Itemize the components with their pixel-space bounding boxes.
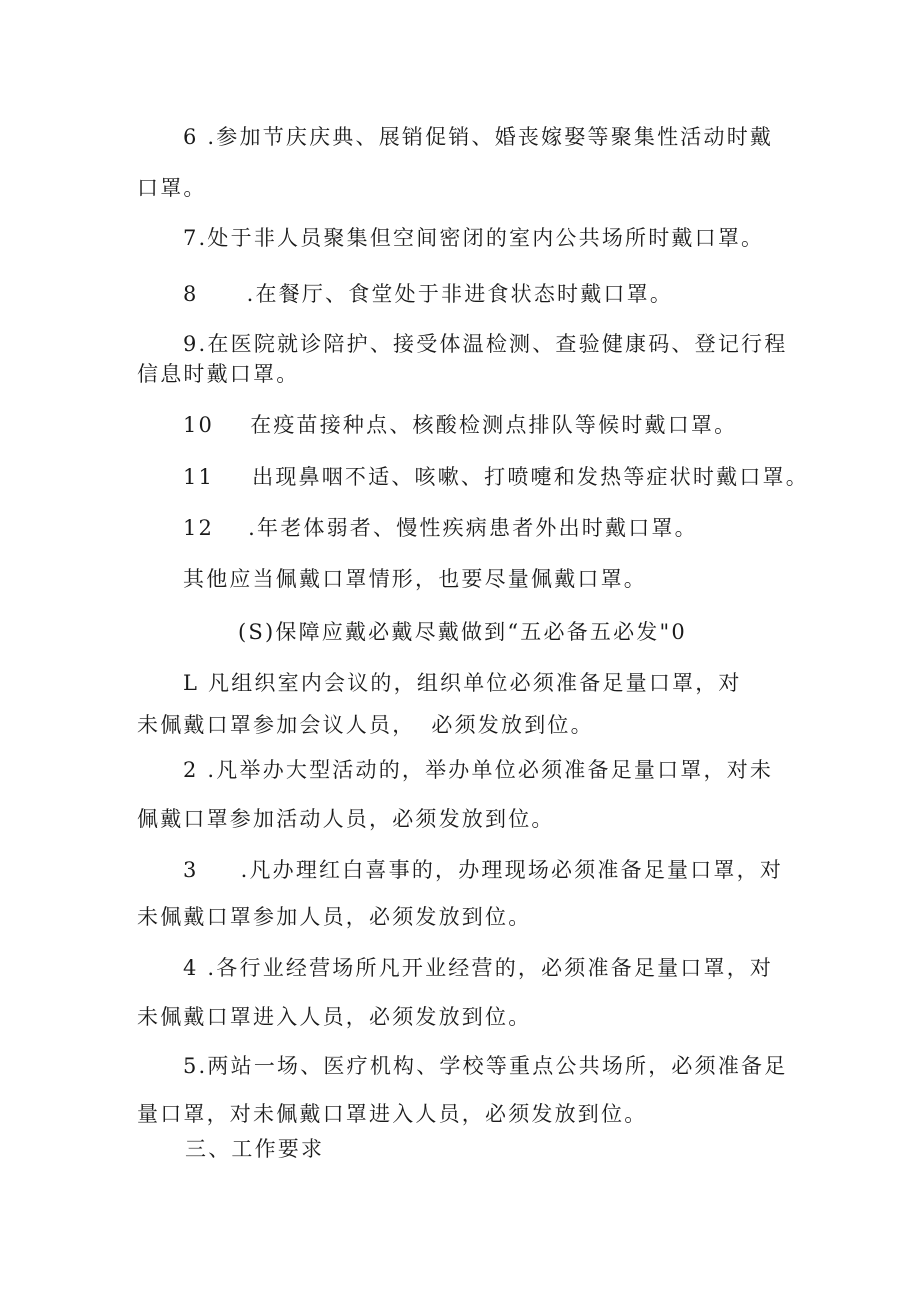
item-8-line — [183, 281, 673, 307]
item-9-line-1: 9.在医院就诊陪护、接受体温检测、查验健康码、登记行程 — [183, 332, 788, 356]
section-heading: (S)保障应戴必戴尽戴做到“五必备五必发"0 — [238, 620, 687, 644]
supply-item-3-line-2: 未佩戴口罩参加人员，必须发放到位。 — [137, 905, 532, 929]
item-10-number: 10 — [183, 413, 215, 437]
item-8-text: .在餐厅、食堂处于非进食状态时戴口罩。 — [246, 282, 674, 306]
part-three-heading: 三、工作要求 — [185, 1137, 325, 1161]
item-11-line — [183, 464, 809, 490]
item-6-line-1: 6 .参加节庆庆典、展销促销、婚丧嫁娶等聚集性活动时戴 — [183, 125, 774, 149]
supply-item-3-number: 3 — [183, 858, 199, 882]
supply-item-3-text: .凡办理红白喜事的，办理现场必须准备足量口罩，对 — [240, 858, 784, 882]
item-7-line-1: 7.处于非人员聚集但空间密闭的室内公共场所时戴口罩。 — [183, 226, 765, 250]
item-8-number: 8 — [183, 282, 199, 306]
item-11-text: 出现鼻咽不适、咳嗽、打喷嚏和发热等症状时戴口罩。 — [252, 465, 809, 489]
supply-item-2-line-1: 2 .凡举办大型活动的，举办单位必须准备足量口罩，对未 — [183, 758, 774, 782]
supply-item-4-line-2: 未佩戴口罩进入人员，必须发放到位。 — [137, 1005, 532, 1029]
other-situations-note: 其他应当佩戴口罩情形，也要尽量佩戴口罩。 — [183, 567, 647, 591]
item-6-line-2: 口罩。 — [137, 176, 207, 200]
supply-item-5-line-1: 5.两站一场、医疗机构、学校等重点公共场所，必须准备足 — [183, 1054, 788, 1078]
supply-item-2-line-2: 佩戴口罩参加活动人员，必须发放到位。 — [137, 807, 555, 831]
item-12-number: 12 — [183, 516, 215, 540]
item-10-text: 在疫苗接种点、核酸检测点排队等候时戴口罩。 — [250, 413, 738, 437]
item-11-number: 11 — [183, 465, 215, 489]
item-12-line — [183, 515, 698, 541]
supply-item-1-line-2b: 必须发放到位。 — [431, 713, 594, 737]
supply-item-1-line-2a: 未佩戴口罩参加会议人员， — [137, 713, 416, 737]
item-10-line — [183, 412, 737, 438]
supply-item-4-line-1: 4 .各行业经营场所凡开业经营的，必须准备足量口罩，对 — [183, 956, 774, 980]
item-12-text: .年老体弱者、慢性疾病患者外出时戴口罩。 — [248, 516, 698, 540]
supply-item-5-line-2: 量口罩，对未佩戴口罩进入人员，必须发放到位。 — [137, 1102, 648, 1126]
supply-item-3-line-1 — [183, 857, 783, 883]
supply-item-1-line-1: L 凡组织室内会议的，组织单位必须准备足量口罩，对 — [183, 671, 742, 695]
item-9-line-2: 信息时戴口罩。 — [137, 362, 300, 386]
supply-item-1-line-2 — [137, 712, 594, 738]
